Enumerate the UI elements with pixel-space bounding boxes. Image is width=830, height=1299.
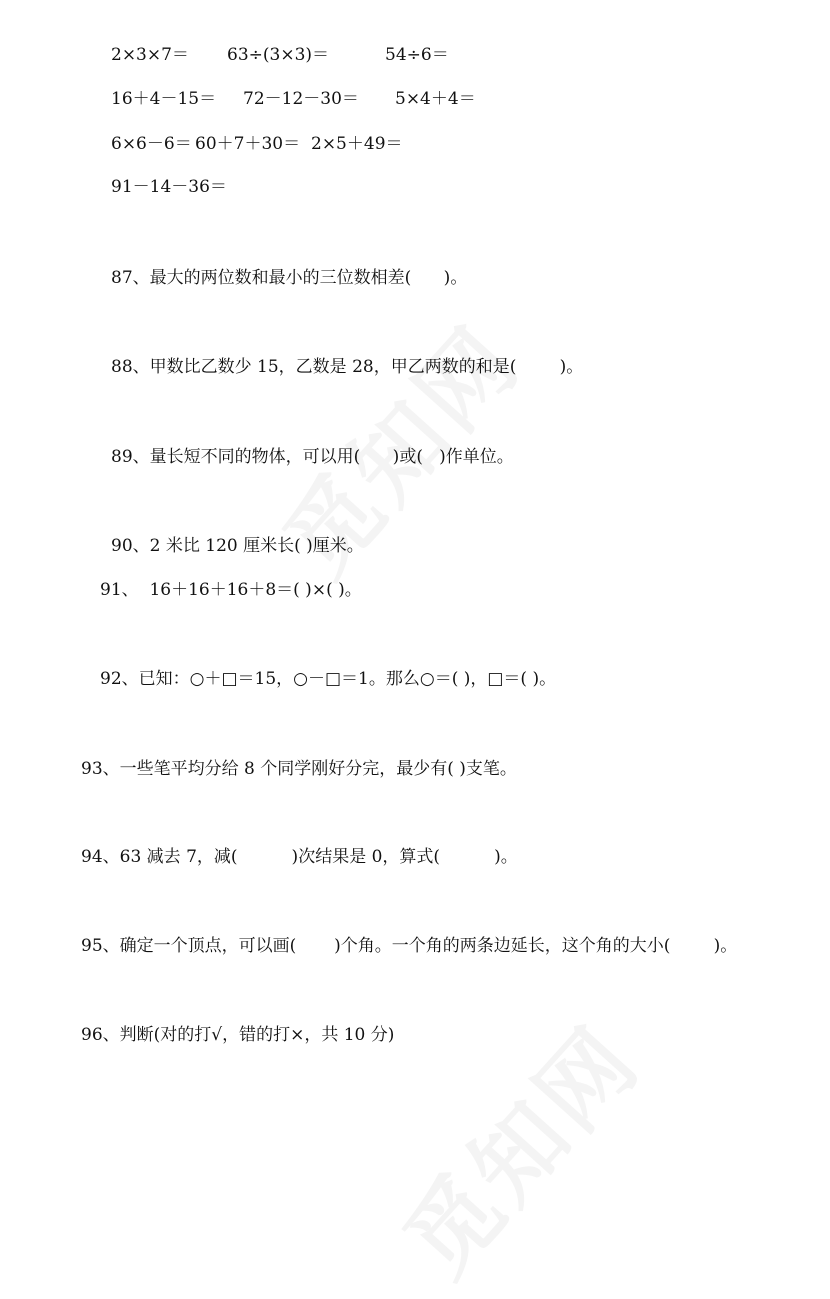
calc-item: 5×4＋4＝ <box>395 89 476 109</box>
calc-item: 91－14－36＝ <box>111 177 227 197</box>
question-92: 92、已知：○＋□＝15，○－□＝1。那么○＝( )，□＝( )。 <box>100 669 557 689</box>
question-90: 90、2 米比 120 厘米长( )厘米。 <box>111 536 364 556</box>
calc-item: 6×6－6＝ <box>111 134 192 154</box>
calc-item: 72－12－30＝ <box>243 89 359 109</box>
watermark <box>370 993 665 1299</box>
question-96: 96、判断(对的打√，错的打×，共 10 分) <box>81 1025 395 1045</box>
calc-item: 16＋4－15＝ <box>111 89 217 109</box>
question-89: 89、量长短不同的物体，可以用( )或( )作单位。 <box>111 447 514 467</box>
calc-item: 2×5＋49＝ <box>311 134 403 154</box>
question-94: 94、63 减去 7，减( )次结果是 0，算式( )。 <box>81 847 518 867</box>
calc-item: 54÷6＝ <box>385 45 449 65</box>
question-93: 93、一些笔平均分给 8 个同学刚好分完，最少有( )支笔。 <box>81 759 517 779</box>
question-88: 88、甲数比乙数少 15，乙数是 28，甲乙两数的和是( )。 <box>111 357 584 377</box>
question-95: 95、确定一个顶点，可以画( )个角。一个角的两条边延长，这个角的大小( )。 <box>81 936 738 956</box>
question-91: 91、 16＋16＋16＋8＝( )×( )。 <box>100 580 362 600</box>
calc-item: 2×3×7＝ <box>111 45 189 65</box>
question-87: 87、最大的两位数和最小的三位数相差( )。 <box>111 268 468 288</box>
calc-item: 60＋7＋30＝ <box>195 134 301 154</box>
calc-item: 63÷(3×3)＝ <box>227 45 330 65</box>
